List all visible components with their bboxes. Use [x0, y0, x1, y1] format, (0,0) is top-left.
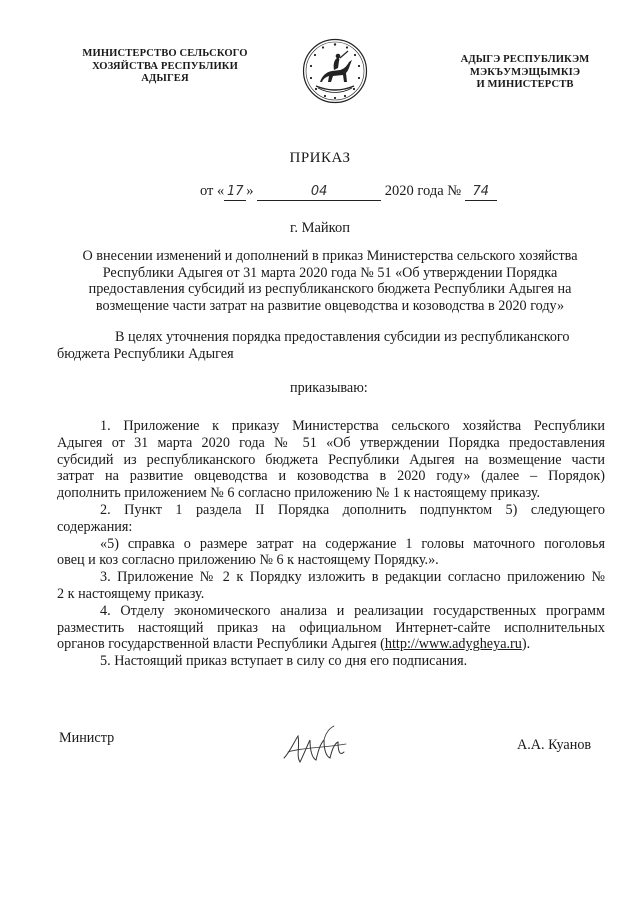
coat-of-arms-icon	[302, 38, 368, 104]
body-line: дополнить приложением № 6 согласно приложению № 1 к настоящему приказу.	[57, 485, 541, 502]
body-line: 5. Настоящий приказ вступает в силу со дня его подписания.	[100, 653, 468, 670]
body-line: 1. Приложение к приказу Министерства сельского хозяйства Республики	[100, 418, 605, 434]
subject-line: возмещение части затрат на развитие овцеводства и козоводства в 2020 году»	[95, 297, 565, 314]
body-line: 3. Приложение № 2 к Порядку изложить в редакции согласно приложению №	[100, 569, 605, 586]
body-line: 2 к настоящему приказу.	[57, 585, 205, 602]
website-link[interactable]: http://www.adygheya.ru	[384, 636, 522, 653]
order-date-line	[200, 183, 497, 201]
subject-line: предоставления субсидий из республиканского бюджета Республики Адыгея на	[88, 281, 572, 297]
orders-word: приказываю:	[290, 380, 368, 396]
ministry-name-adyghe	[425, 54, 625, 92]
p5-suffix: ).	[521, 636, 531, 653]
p5-prefix: органов государственной власти Республики Адыгея (	[57, 636, 385, 653]
order-month: 04	[257, 185, 381, 201]
body-line: Адыгея от 31 марта 2020 года № 51 «Об утверждении Порядка предоставления	[57, 434, 605, 451]
body-line: содержания:	[57, 518, 133, 535]
ministry-name-russian	[60, 48, 270, 86]
body-line: разместить настоящий приказ на официальном Интернет-сайте исполнительных	[57, 619, 605, 636]
header-right-line: И МИНИСТЕРСТВ	[476, 79, 574, 90]
header-left-line: АДЫГЕЯ	[141, 73, 189, 84]
header-left-line: ХОЗЯЙСТВА РЕСПУБЛИКИ	[92, 60, 238, 72]
body-line: затрат на развитие овцеводства и козоводства в 2020 году» (далее – Порядок)	[57, 468, 605, 485]
body-line	[57, 636, 605, 653]
handwritten-signature-icon	[280, 722, 355, 772]
preamble	[57, 329, 605, 363]
order-body	[57, 418, 605, 670]
header-left-line: МИНИСТЕРСТВО СЕЛЬСКОГО	[82, 48, 248, 59]
signatory-position: Министр	[59, 730, 115, 746]
order-title: ПРИКАЗ	[289, 150, 351, 166]
preamble-line: бюджета Республики Адыгея	[57, 346, 234, 362]
body-line: субсидий из республиканского бюджета Республики Адыгея на возмещение части	[57, 451, 605, 468]
signatory-name: А.А. Куанов	[517, 737, 592, 753]
body-line: 4. Отделу экономического анализа и реализации государственных программ	[100, 602, 605, 619]
body-line: овец и коз согласно приложению № 6 к настоящему Порядку.».	[57, 552, 439, 569]
preamble-line: В целях уточнения порядка предоставления субсидии из республиканского	[115, 329, 570, 345]
header-right-line: АДЫГЭ РЕСПУБЛИКЭМ	[460, 54, 590, 65]
order-day: 17	[224, 185, 246, 201]
date-mid: »	[246, 183, 254, 199]
subject-line: Республики Адыгея от 31 марта 2020 года № 51 «Об утверждении Порядка	[102, 264, 558, 281]
body-line: 2. Пункт 1 раздела II Порядка дополнить подпунктом 5) следующего	[100, 501, 605, 518]
order-city: г. Майкоп	[290, 220, 350, 236]
body-line: «5) справка о размере затрат на содержание 1 головы маточного поголовья	[100, 535, 605, 552]
header-right-line: МЭКЪУМЭЩЫМКIЭ	[469, 66, 581, 78]
date-prefix: от «	[200, 183, 225, 199]
order-subject	[40, 248, 620, 314]
subject-line: О внесении изменений и дополнений в приказ Министерства сельского хозяйства	[82, 248, 578, 264]
order-year: 2020 года №	[384, 183, 462, 199]
order-number: 74	[465, 185, 497, 201]
